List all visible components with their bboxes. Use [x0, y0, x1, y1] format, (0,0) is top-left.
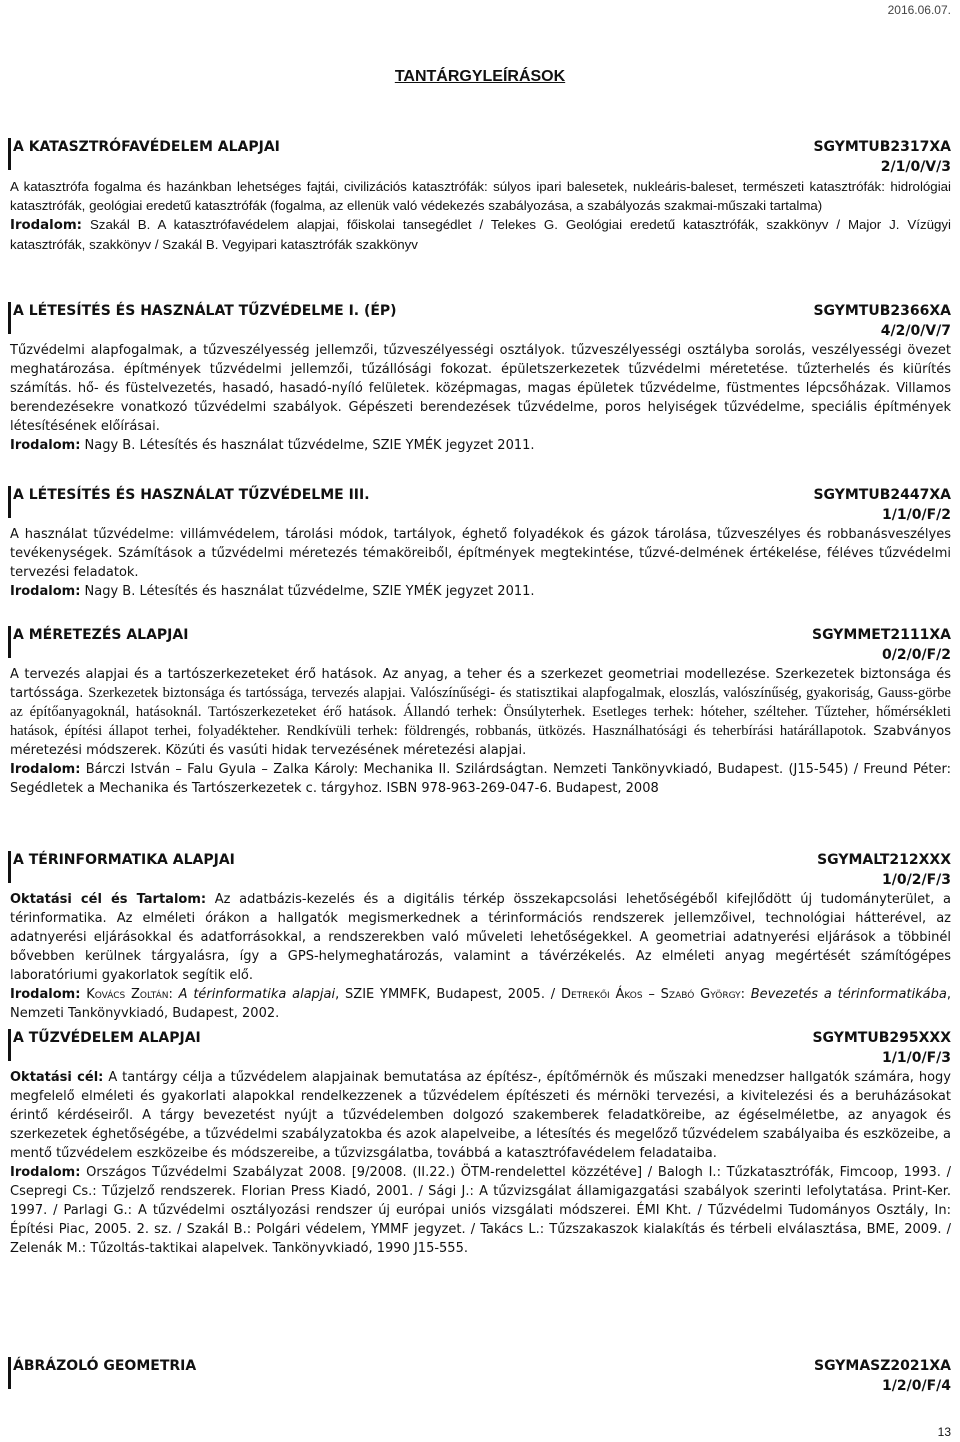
literature-label: Irodalom:: [10, 987, 81, 1002]
literature-text: Nagy B. Létesítés és használat tűzvédelme, SZIE YMÉK jegyzet 2011.: [84, 438, 535, 453]
course-title: A LÉTESÍTÉS ÉS HASZNÁLAT TŰZVÉDELME III.: [13, 487, 370, 503]
description-text: Tűzvédelmi alapfogalmak, a tűzveszélyesség jellemzői, tűzveszélyességi osztályok. tűzveszélyességi osztályba sorolás, veszélyességi övezet meghatározása. építmények tűzvédelmi jellemzői, tűzállósági fokozat. épületszerkezetek tűzvédelmi méretetése. tűzterhelés és kiürítés számítás. hő- és füstelvezetés, hasadó, hasadó-nyíló felületek. középmagas, magas épületek tűzvédelme, füstmentes lépcsőházak. Villamos berendezésekre vonatkozó tűzvédelmi szabályok. Gépészeti berendezések tűzvédelme, poros helyiségek tűzvédelme, speciális építmények létesítésének előírásai.: [10, 343, 951, 434]
course-tuzvedelem-alapjai: [10, 1029, 951, 1258]
description-text: A használat tűzvédelme: villámvédelem, tárolási módok, tartályok, éghető folyadékok és gázok tárolása, tűzveszélyes és robbanásveszélyes tevékenységek. Számítások a tűzvédelmi méretezés témaköreiből, építmények megtekintése, tűzvé-delmének értékelése, féléves tűzvédelmi tervezési feladatok.: [10, 527, 951, 580]
goal-label: Oktatási cél és Tartalom:: [10, 892, 207, 907]
course-description: [10, 1068, 951, 1258]
course-title: A MÉRETEZÉS ALAPJAI: [13, 627, 189, 643]
course-description: [10, 177, 951, 254]
literature-text: , Nemzeti Tankönyvkiadó, Budapest, 2002.: [10, 987, 951, 1021]
course-abrazolo-geometria: [10, 1357, 951, 1396]
course-credits: 0/2/0/F/2: [882, 647, 951, 663]
heading-marker-bar: [8, 302, 11, 334]
course-code: SGYMALT212XXX: [817, 852, 951, 868]
course-code: SGYMTUB295XXX: [812, 1030, 951, 1046]
description-text: A katasztrófa fogalma és hazánkban lehetséges fajtái, civilizációs katasztrófák: súlyos ipari balesetek, nukleáris-baleset, természeti katasztrófák: hidrológiai katasztrófák, geológiai eredetű katasztrófák (fogalma, az ellenük való védekezés szabályozása, a szabályozás szakmai-műszaki tartalma): [10, 179, 951, 213]
course-credits: 1/1/0/F/2: [882, 507, 951, 523]
course-code: SGYMASZ2021XA: [814, 1358, 951, 1374]
course-terinformatika-alapjai: [10, 851, 951, 1023]
course-credits: 1/0/2/F/3: [882, 872, 951, 888]
course-description: [10, 341, 951, 455]
course-meretezes-alapjai: [10, 626, 951, 798]
course-header: [10, 1357, 951, 1377]
literature-text: Nagy B. Létesítés és használat tűzvédelme, SZIE YMÉK jegyzet 2011.: [84, 584, 535, 599]
page-number: 13: [937, 1425, 951, 1439]
description-text-outro: Szabványos méretezési módszerek. Közúti és vasúti hidak tervezésének méretezési alapjai.: [10, 724, 951, 758]
course-title: A KATASZTRÓFAVÉDELEM ALAPJAI: [13, 139, 280, 155]
course-code: SGYMMET2111XA: [812, 627, 951, 643]
literature-title: A térinformatika alapjai: [178, 987, 336, 1002]
course-header: [10, 138, 951, 158]
heading-marker-bar: [8, 1029, 11, 1061]
page-title: TANTÁRGYLEÍRÁSOK: [394, 68, 566, 85]
course-title: A LÉTESÍTÉS ÉS HASZNÁLAT TŰZVÉDELME I. (ÉP): [13, 303, 397, 319]
literature-label: Irodalom:: [10, 438, 81, 453]
literature-text: Szakál B. A katasztrófavédelem alapjai, főiskolai tansegédlet / Telekes G. Geológiai eredetű katasztrófák, szakkönyv / Major J. Vízügyi katasztrófák, szakkönyv / Szakál B. Vegyipari katasztrófák szakkönyv: [10, 217, 951, 252]
literature-author: Kovács Zoltán: [86, 987, 169, 1002]
course-credits: 1/2/0/F/4: [882, 1378, 951, 1394]
course-credits: 4/2/0/V/7: [880, 323, 951, 339]
course-credits: 2/1/0/V/3: [880, 159, 951, 175]
course-code: SGYMTUB2447XA: [813, 487, 951, 503]
literature-text: , SZIE YMMFK, Budapest, 2005. /: [335, 987, 556, 1002]
course-header: [10, 626, 951, 646]
course-letesites-tuzvedelme-3: [10, 486, 951, 601]
heading-marker-bar: [8, 1357, 11, 1389]
course-header: [10, 851, 951, 871]
course-katasztrofavedelem: [10, 138, 951, 254]
literature-label: Irodalom:: [10, 1165, 81, 1180]
course-description: Oktatási cél és Tartalom: Az adatbázis-kezelés és a digitális térkép összekapcsolási lehetőségéből kifejlődött új tudományterület, a térinformatika. Az elméleti órákon a hallgatók megismerkednek a térinformációs rendszerek jellemzőivel, technológiai hátterével, az adatnyerési eljárásokkal és adatforrásokkal, a rendszerekben való műveleti lehetőségekkel. A geometriai adatnyerési eljárások a többinél bővebben kerülnek tárgyalásra, így a GPS-helymeghatározás, valamint a távérzékelés. Az elméleti anyag megértését számítógépes laboratóriumi gyakorlatok segítik elő. Irodalom: Kovács Zoltán: A térinformatika alapjai, SZIE YMMFK, Budapest, 2005. / Detrekői Ákos – Szabó György: Bevezetés a térinformatikába, Nemzeti Tankönyvkiadó, Budapest, 2002.: [10, 892, 951, 1021]
heading-marker-bar: [8, 486, 11, 518]
course-credits: 1/1/0/F/3: [882, 1050, 951, 1066]
description-text: A tantárgy célja a tűzvédelem alapjainak bemutatása az építész-, építőmérnök és műszaki menedzser hallgatók számára, hogy megfelelő elméleti és gyakorlati alapokkal rendelkezzenek a tűzvédelem építészeti és mérnöki tervezési, a kivitelezési és a beruházásokat érintő kérdéseiről. A tárgy bevezetést nyújt a tűzvédelemben dolgozó szakemberek feladatköreibe, az égéselméletbe, az anyagok és szerkezetek éghetőségébe, a tűzvédelmi szabályzatokba és azok alapelveibe, a létesítés és megelőző tűzvédelem szabályaiba és eszközeibe, a mentő tűzvédelem eszközeibe és módszereibe, a tűzvizsgálatba, továbbá a katasztrófavédelem feladataiba.: [10, 1070, 951, 1161]
course-code: SGYMTUB2366XA: [813, 303, 951, 319]
course-title: A TÉRINFORMATIKA ALAPJAI: [13, 852, 235, 868]
description-text-intro: A tervezés alapjai és a tartószerkezeteket érő hatások. Az anyag, a teher és a szerkezet geometriai modellezése. Szerkezetek biztonsága és tartóssága.: [10, 667, 951, 701]
course-title: ÁBRÁZOLÓ GEOMETRIA: [13, 1358, 197, 1374]
literature-label: Irodalom:: [10, 584, 81, 599]
print-date: 2016.06.07.: [887, 3, 951, 17]
course-header: [10, 302, 951, 322]
course-header: [10, 486, 951, 506]
course-header: [10, 1029, 951, 1049]
goal-label: Oktatási cél:: [10, 1070, 104, 1085]
course-code: SGYMTUB2317XA: [813, 139, 951, 155]
course-title: A TŰZVÉDELEM ALAPJAI: [13, 1030, 201, 1046]
literature-label: Irodalom:: [10, 218, 82, 233]
heading-marker-bar: [8, 138, 11, 170]
literature-text: Bárczi István – Falu Gyula – Zalka Károly: Mechanika II. Szilárdságtan. Nemzeti Tankönyvkiadó, Budapest. (J15-545) / Freund Péter: Segédletek a Mechanika és Tartószerkezetek c. tárgyhoz. ISBN 978-963-269-047-6. Budapest, 2008: [10, 762, 951, 796]
heading-marker-bar: [8, 851, 11, 883]
heading-marker-bar: [8, 626, 11, 658]
course-letesites-tuzvedelme-1: [10, 302, 951, 455]
description-text: Az adatbázis-kezelés és a digitális térkép összekapcsolási lehetőségéből kifejlődött új tudományterület, a térinformatika. Az elméleti órákon a hallgatók megismerkednek a térinformációs rendszerek jellemzőivel, technológiai hátterével, az adatnyerési eljárásokkal és adatforrásokkal, a rendszerekben való műveleti lehetőségekkel. A geometriai adatnyerési eljárások a többinél bővebben kerülnek tárgyalásra, így a GPS-helymeghatározás, valamint a távérzékelés. Az elméleti anyag megértését számítógépes laboratóriumi gyakorlatok segítik elő.: [10, 892, 951, 983]
literature-title: Bevezetés a térinformatikába: [750, 987, 947, 1002]
literature-label: Irodalom:: [10, 762, 81, 777]
literature-text: Országos Tűzvédelmi Szabályzat 2008. [9/2008. (II.22.) ÖTM-rendelettel közzétéve] / Balogh I.: Tűzkatasztrófák, Fimcoop, 1993. / Csepregi Cs.: Tűzjelző rendszerek. Florian Press Kiadó, 2001. / Sági J.: A tűzvizsgálat államigazgatási szabályok szerinti lefolytatása. Print-Ker. 1997. / Parlagi G.: A tűzvédelmi osztályozási rendszer új európai uniós vizsgálati módszerei. ÉMI Kht. / Tűzvédelmi Tudományos Osztály, In: Építési Piac, 2005. 2. sz. / Szakál B.: Polgári védelem, YMMF jegyzet. / Takács L.: Tűzszakaszok kialakítás és térbeli elválasztása, BME, 2009. / Zelenák M.: Tűzoltás-taktikai alapelvek. Tankönyvkiadó, 1990 J15-555.: [10, 1165, 951, 1256]
course-description: [10, 525, 951, 601]
literature-author: Detrekői Ákos – Szabó György: [560, 987, 741, 1002]
course-description: [10, 665, 951, 798]
description-text-serif: Szerkezetek biztonsága és tartóssága, tervezés alapjai. Valószínűségi- és statisztikai alapfogalmak, eloszlás, valószínűség, gyakoriság, Gauss-görbe az építőanyagoknál, hatásoknál. Tartószerkezeteket érő hatások. Állandó terhek: Önsúlyterhek. Esetleges terhek: hóteher, szélteher. Tűzteher, hőmérsékleti hatások, építési állapot terhei, folyadékteher. Rendkívüli terhek: földrengés, robbanás, ütközés. Használhatósági és teherbírási határállapotok.: [10, 685, 951, 739]
